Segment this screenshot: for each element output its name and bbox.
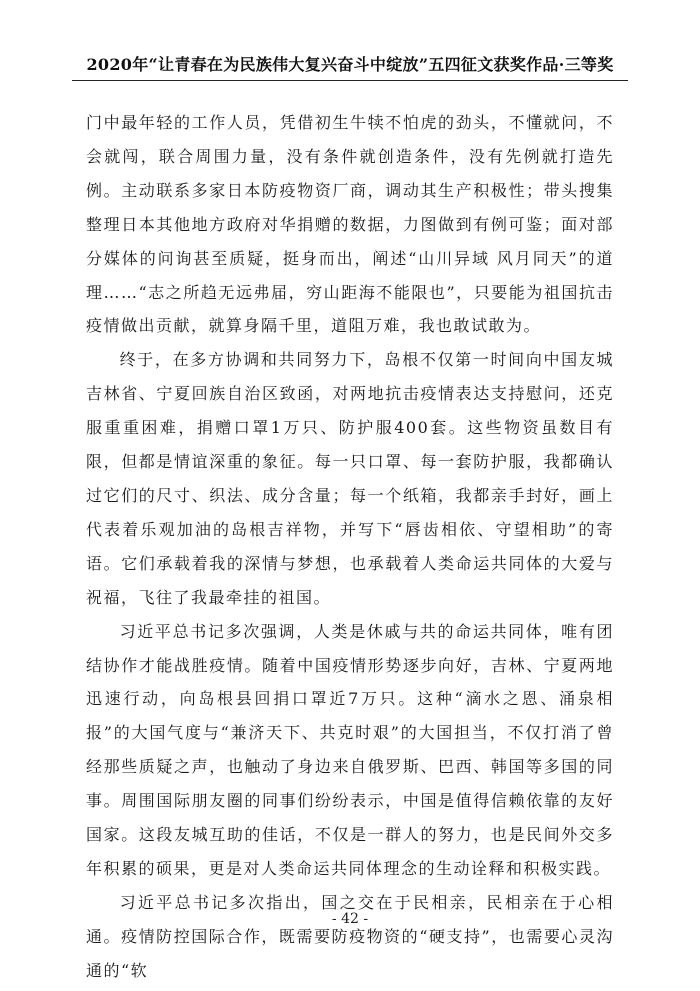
paragraph-3: 习近平总书记多次强调，人类是休戚与共的命运共同体，唯有团结协作才能战胜疫情。随着中国疫情形势逐步向好，吉林、宁夏两地迅速行动，向岛根县回捐口罩近7万只。这种“滴水之恩、涌泉相报”的大国气度与“兼济天下、共克时艰”的大国担当，不仅打消了曾经那些质疑之声，也触动了身边来自俄罗斯、巴西、韩国等多国的同事。周围国际朋友圈的同事们纷纷表示，中国是值得信赖依靠的友好国家。这段友城互助的佳话，不仅是一群人的努力，也是民间外交多年积累的硕果，更是对人类命运共同体理念的生动诠释和积极实践。 <box>86 621 614 878</box>
document-body <box>86 106 614 988</box>
paragraph-2: 终于，在多方协调和共同努力下，岛根不仅第一时间向中国友城吉林省、宁夏回族自治区致函，对两地抗击疫情表达支持慰问，还克服重重困难，捐赠口罩1万只、防护服400套。这些物资虽数目有限，但都是情谊深重的象征。每一只口罩、每一套防护服，我都确认过它们的尺寸、织法、成分含量；每一个纸箱，我都亲手封好，画上代表着乐观加油的岛根吉祥物，并写下“唇齿相依、守望相助”的寄语。它们承载着我的深情与梦想，也承载着人类命运共同体的大爱与祝福，飞往了我最牵挂的祖国。 <box>86 350 614 607</box>
header-rule <box>72 80 628 81</box>
paragraph-4: 习近平总书记多次指出，国之交在于民相亲，民相亲在于心相通。疫情防控国际合作，既需要防疫物资的“硬支持”，也需要心灵沟通的“软 <box>86 892 614 980</box>
document-header: 2020年“让青春在为民族伟大复兴奋斗中绽放”五四征文获奖作品·三等奖 <box>86 55 614 74</box>
paragraph-1: 门中最年轻的工作人员，凭借初生牛犊不怕虎的劲头，不懂就问，不会就闯，联合周围力量，没有条件就创造条件，没有先例就打造先例。主动联系多家日本防疫物资厂商，调动其生产积极性；带头搜集整理日本其他地方政府对华捐赠的数据，力图做到有例可鉴；面对部分媒体的问询甚至质疑，挺身而出，阐述“山川异域 风月同天”的道理……“志之所趋无远弗届，穷山距海不能限也”，只要能为祖国抗击疫情做出贡献，就算身隔千里，道阻万难，我也敢试敢为。 <box>86 113 614 336</box>
page-number: - 42 - <box>331 911 369 927</box>
